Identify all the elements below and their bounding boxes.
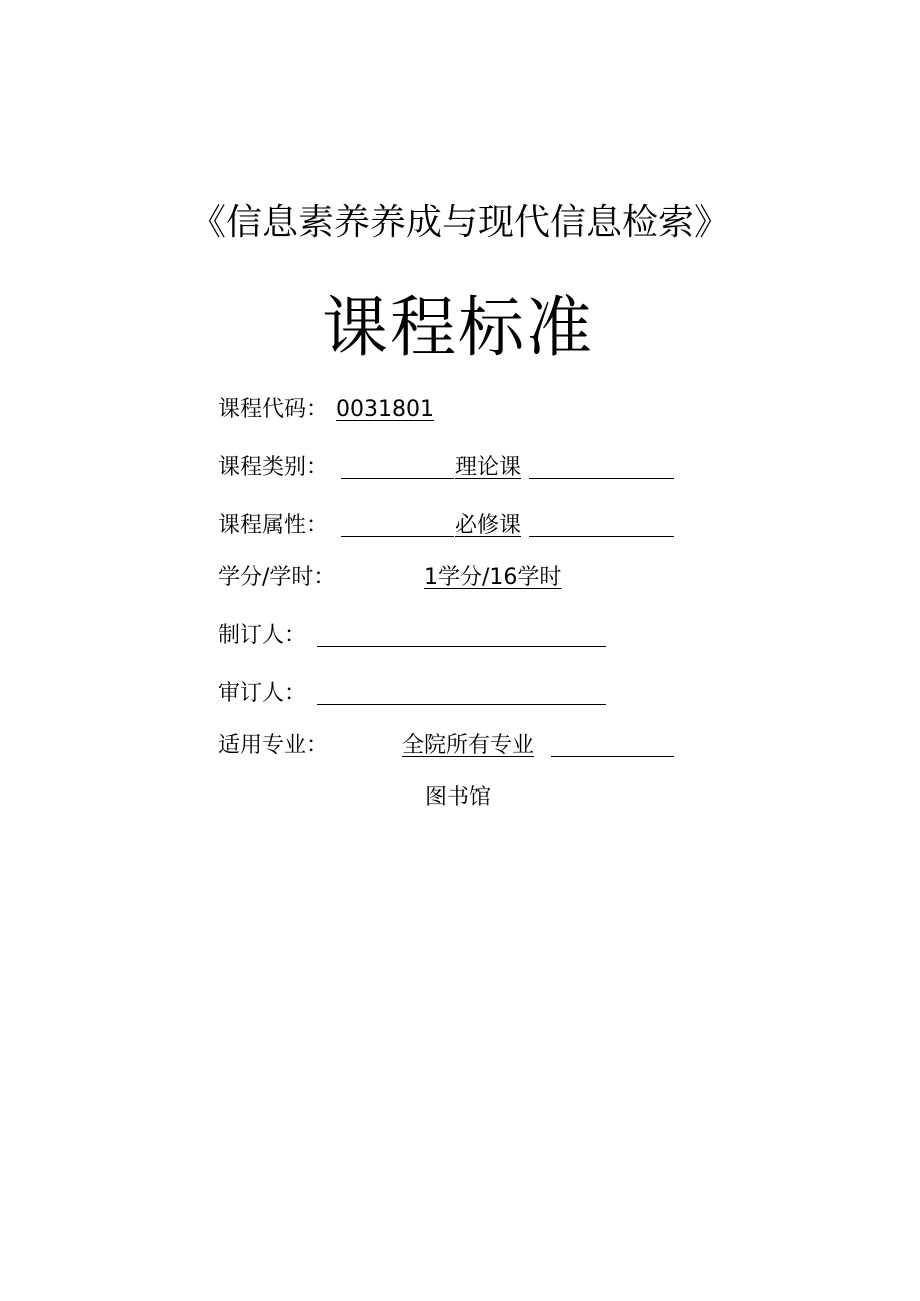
- reviewer-blank: [317, 704, 606, 705]
- course-category-blank-left: [341, 478, 454, 479]
- field-course-code: [218, 394, 438, 426]
- field-credits-hours: [218, 562, 578, 594]
- document-footer: 图书馆: [424, 785, 491, 810]
- course-attribute-value: 必修课: [455, 513, 522, 538]
- course-code-label: 课程代码：: [218, 397, 329, 422]
- applicable-major-blank-right: [551, 756, 674, 757]
- document-title: 课程标准: [322, 289, 594, 366]
- course-attribute-label: 课程属性：: [218, 513, 329, 538]
- course-attribute-blank-left: [341, 536, 454, 537]
- applicable-major-value: 全院所有专业: [402, 733, 535, 758]
- author-label: 制订人：: [218, 623, 307, 648]
- course-category-label: 课程类别：: [218, 455, 329, 480]
- document-subtitle: 《信息素养养成与现代信息检索》: [189, 202, 730, 243]
- credits-hours-label: 学分/学时：: [218, 565, 336, 590]
- field-course-category: [218, 452, 678, 484]
- field-applicable-major: [218, 730, 678, 762]
- credits-hours-value: 1学分/16学时: [424, 565, 562, 590]
- field-author: [218, 620, 618, 652]
- field-course-attribute: [218, 510, 678, 542]
- author-blank: [317, 646, 606, 647]
- field-reviewer: [218, 678, 618, 710]
- reviewer-label: 审订人：: [218, 681, 307, 706]
- course-code-value: 0031801: [336, 397, 434, 422]
- applicable-major-label: 适用专业：: [218, 733, 329, 758]
- course-attribute-blank-right: [529, 536, 674, 537]
- course-category-value: 理论课: [455, 455, 522, 480]
- course-category-blank-right: [529, 478, 674, 479]
